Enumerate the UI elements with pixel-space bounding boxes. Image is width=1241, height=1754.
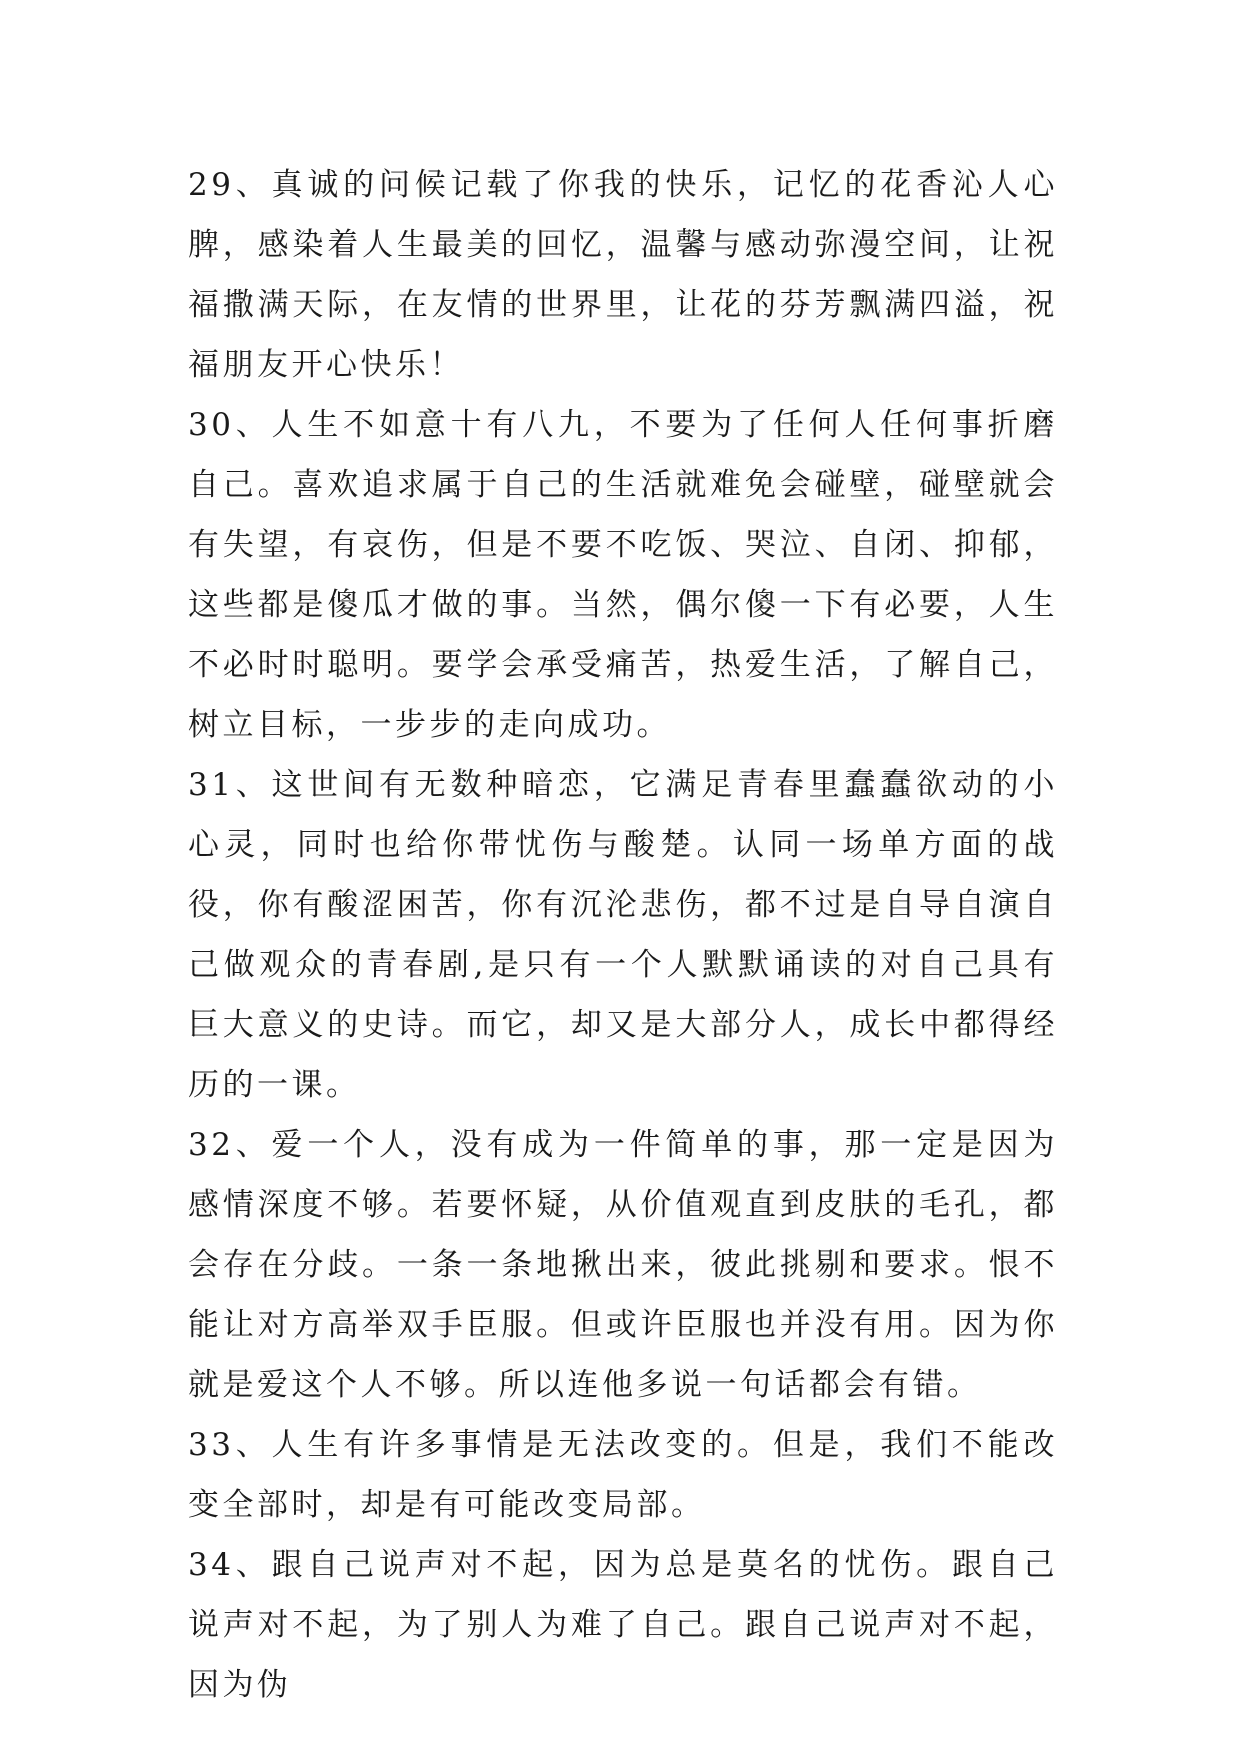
paragraph-34: 34、跟自己说声对不起，因为总是莫名的忧伤。跟自己说声对不起，为了别人为难了自己。跟自己说声对不起，因为伪 [188, 1547, 1058, 1703]
paragraph-30: 30、人生不如意十有八九，不要为了任何人任何事折磨自己。喜欢追求属于自己的生活就难免会碰壁，碰壁就会有失望，有哀伤，但是不要不吃饭、哭泣、自闭、抑郁，这些都是傻瓜才做的事。当然，偶尔傻一下有必要，人生不必时时聪明。要学会承受痛苦，热爱生活，了解自己，树立目标，一步步的走向成功。 [188, 407, 1058, 743]
paragraph-29: 29、真诚的问候记载了你我的快乐，记忆的花香沁人心脾，感染着人生最美的回忆，温馨与感动弥漫空间，让祝福撒满天际，在友情的世界里，让花的芬芳飘满四溢，祝福朋友开心快乐！ [188, 167, 1058, 383]
paragraph-33: 33、人生有许多事情是无法改变的。但是，我们不能改变全部时，却是有可能改变局部。 [188, 1427, 1058, 1523]
paragraph-31: 31、这世间有无数种暗恋，它满足青春里蠢蠢欲动的小心灵，同时也给你带忧伤与酸楚。认同一场单方面的战役，你有酸涩困苦，你有沉沦悲伤，都不过是自导自演自己做观众的青春剧,是只有一个人默默诵读的对自己具有巨大意义的史诗。而它，却又是大部分人，成长中都得经历的一课。 [188, 767, 1058, 1103]
paragraph-32: 32、爱一个人，没有成为一件简单的事，那一定是因为感情深度不够。若要怀疑，从价值观直到皮肤的毛孔，都会存在分歧。一条一条地揪出来，彼此挑剔和要求。恨不能让对方高举双手臣服。但或许臣服也并没有用。因为你就是爱这个人不够。所以连他多说一句话都会有错。 [188, 1127, 1058, 1403]
document-body [188, 155, 1058, 1715]
